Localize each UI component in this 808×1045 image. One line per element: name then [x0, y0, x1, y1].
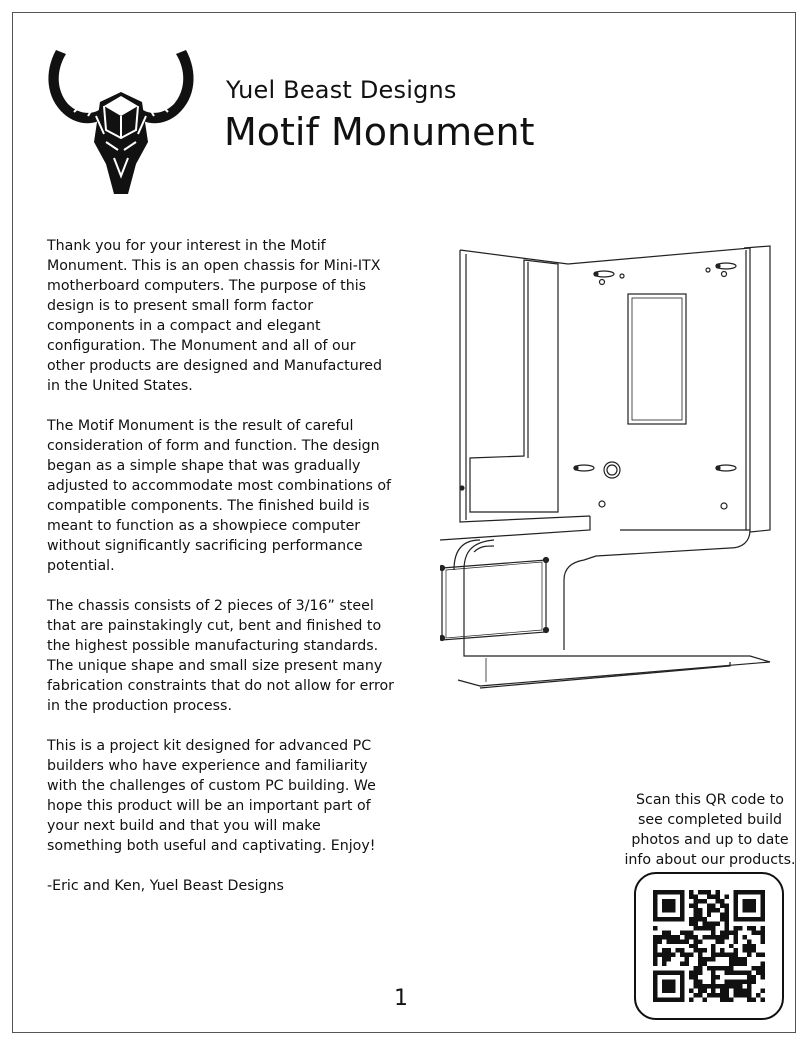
paragraph: The chassis consists of 2 pieces of 3/16” steel that are painstakingly cut, bent and finished to the highest possible manufacturing standards. The unique shape and small size present many fabrication constraints that do not allow for error in the production process.: [47, 598, 394, 714]
page-title: Motif Monument: [224, 110, 535, 154]
paragraph: Thank you for your interest in the Motif Monument. This is an open chassis for Mini-ITX motherboard computers. The purpose of this design is to present small form factor components in a compact and elegant configuration. The Monument and all of our other products are designed and Manufactured in the United States.: [47, 238, 382, 394]
qr-code-icon[interactable]: [653, 890, 765, 1002]
intro-text: [47, 236, 397, 916]
signature: -Eric and Ken, Yuel Beast Designs: [47, 878, 284, 894]
qr-frame: [634, 872, 784, 1020]
ram-skull-logo-icon: [44, 46, 198, 196]
brand-name: Yuel Beast Designs: [226, 76, 457, 104]
qr-caption: Scan this QR code to see completed build photos and up to date info about our products.: [624, 792, 796, 868]
chassis-line-drawing-icon: [440, 230, 780, 690]
paragraph: This is a project kit designed for advanced PC builders who have experience and familiarity with the challenges of custom PC building. We hope this product will be an important part of your next build and that you will make something both useful and captivating. Enjoy!: [47, 738, 376, 854]
paragraph: The Motif Monument is the result of careful consideration of form and function. The design began as a simple shape that was gradually adjusted to accommodate most combinations of compatible components. The finished build is meant to function as a showpiece computer without significantly sacrificing performance potential.: [47, 418, 392, 574]
page-number: 1: [394, 986, 408, 1011]
